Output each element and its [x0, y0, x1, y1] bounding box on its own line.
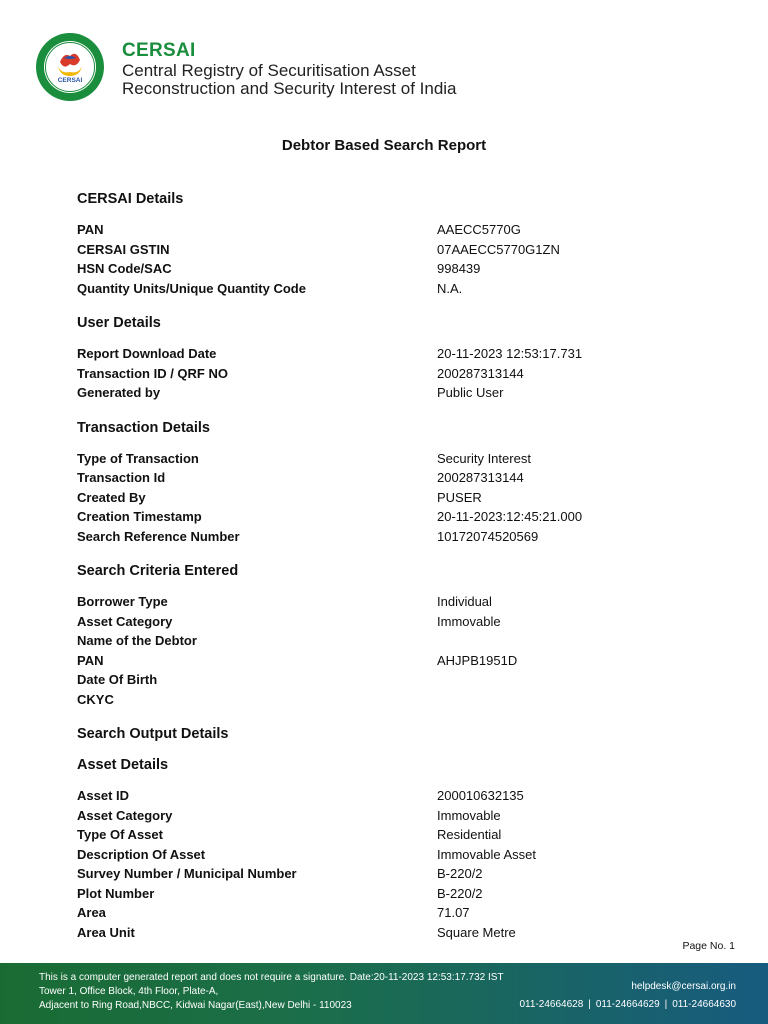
- section-rows: [77, 344, 677, 403]
- detail-row: [77, 527, 677, 547]
- detail-row: [77, 884, 677, 904]
- footer-separator: |: [588, 999, 591, 1010]
- section-transaction-details: [77, 418, 677, 547]
- logo-text: CERSAI: [57, 77, 83, 84]
- footer-address-line1: Tower 1, Office Block, 4th Floor, Plate-A,: [39, 986, 219, 997]
- detail-value: B-220/2: [437, 866, 483, 881]
- detail-row: [77, 592, 677, 612]
- footer-disclaimer: This is a computer generated report and does not require a signature. Date:20-11-2023 12:53:17.732 IST: [39, 972, 504, 983]
- section-rows: [77, 592, 677, 709]
- section-rows: [77, 220, 677, 298]
- section-title: Transaction Details: [77, 419, 210, 436]
- detail-value: 200287313144: [437, 470, 524, 485]
- cersai-logo: [34, 32, 106, 102]
- detail-label: Type Of Asset: [77, 827, 163, 842]
- detail-label: Plot Number: [77, 885, 155, 901]
- report-content: [77, 189, 677, 957]
- detail-value: 200010632135: [437, 788, 524, 803]
- detail-label: Creation Timestamp: [77, 509, 202, 524]
- detail-label: Transaction Id: [77, 470, 166, 485]
- report-title: Debtor Based Search Report: [281, 137, 487, 154]
- detail-value: B-220/2: [437, 885, 483, 901]
- brand-full-name-line1: Central Registry of Securitisation Asset: [122, 61, 416, 80]
- detail-row: [77, 279, 677, 299]
- detail-value: Immovable: [437, 807, 501, 823]
- detail-value: Security Interest: [437, 450, 531, 466]
- section-search-output-details: [77, 724, 677, 744]
- section-cersai-details: [77, 189, 677, 298]
- brand-name: CERSAI: [122, 40, 196, 61]
- detail-label: Name of the Debtor: [77, 633, 197, 648]
- footer-address-block: [39, 971, 504, 1013]
- footer-phones: [519, 996, 736, 1014]
- detail-row: [77, 344, 677, 364]
- detail-value: Residential: [437, 827, 502, 842]
- detail-label: Quantity Units/Unique Quantity Code: [77, 280, 306, 296]
- section-rows: [77, 449, 677, 547]
- detail-row: [77, 383, 677, 403]
- detail-value: 71.07: [437, 905, 470, 920]
- detail-label: Area: [77, 905, 106, 920]
- detail-label: CKYC: [77, 691, 114, 707]
- detail-value: AAECC5770G: [437, 222, 521, 237]
- section-title: Asset Details: [77, 757, 169, 773]
- detail-row: [77, 488, 677, 508]
- detail-row: [77, 670, 677, 690]
- page-number: Page No. 1: [682, 940, 735, 952]
- detail-label: PAN: [77, 652, 104, 668]
- detail-row: [77, 806, 677, 826]
- detail-row: [77, 507, 677, 527]
- footer-phone-2: 011-24664629: [595, 999, 660, 1010]
- detail-label: CERSAI GSTIN: [77, 241, 170, 257]
- section-title: Search Output Details: [77, 726, 229, 742]
- detail-row: [77, 786, 677, 806]
- detail-label: PAN: [77, 222, 104, 237]
- detail-label: Report Download Date: [77, 346, 217, 361]
- detail-row: [77, 612, 677, 632]
- detail-value: Square Metre: [437, 924, 516, 940]
- footer-phone-3: 011-24664630: [672, 999, 736, 1010]
- detail-value: PUSER: [437, 489, 482, 505]
- section-title: CERSAI Details: [77, 191, 184, 207]
- section-rows: [77, 786, 677, 942]
- footer-contact-block: [519, 978, 736, 1014]
- detail-row: [77, 825, 677, 845]
- detail-label: Asset ID: [77, 788, 130, 803]
- section-search-criteria-entered: [77, 561, 677, 709]
- detail-label: Asset Category: [77, 613, 173, 629]
- detail-row: [77, 240, 677, 260]
- detail-row: [77, 845, 677, 865]
- detail-row: [77, 449, 677, 469]
- footer-separator: |: [664, 999, 668, 1010]
- detail-row: [77, 903, 677, 923]
- detail-value: 07AAECC5770G1ZN: [437, 241, 560, 257]
- footer-phone-1: 011-24664628: [519, 999, 584, 1010]
- detail-value: 200287313144: [437, 365, 524, 381]
- detail-value: N.A.: [437, 280, 463, 296]
- brand-block: [122, 40, 457, 98]
- section-title: User Details: [77, 315, 161, 331]
- detail-label: Transaction ID / QRF NO: [77, 365, 228, 381]
- detail-label: Created By: [77, 489, 146, 505]
- detail-row: [77, 468, 677, 488]
- detail-row: [77, 690, 677, 710]
- detail-value: Public User: [437, 385, 504, 400]
- detail-value: Immovable: [437, 613, 501, 629]
- detail-value: Individual: [437, 594, 492, 609]
- detail-row: [77, 631, 677, 651]
- detail-value: 10172074520569: [437, 528, 539, 544]
- detail-row: [77, 651, 677, 671]
- brand-full-name-line2: Reconstruction and Security Interest of India: [122, 79, 457, 98]
- detail-row: [77, 923, 677, 943]
- section-asset-details: [77, 755, 677, 942]
- detail-row: [77, 259, 677, 279]
- detail-label: Asset Category: [77, 807, 173, 823]
- detail-label: Borrower Type: [77, 594, 168, 609]
- detail-label: Generated by: [77, 385, 161, 400]
- footer-address-line2: Adjacent to Ring Road,NBCC, Kidwai Nagar(East),New Delhi - 110023: [39, 1000, 352, 1011]
- section-title: Search Criteria Entered: [77, 563, 239, 579]
- detail-label: Search Reference Number: [77, 528, 240, 544]
- detail-label: Area Unit: [77, 924, 135, 940]
- detail-value: 20-11-2023:12:45:21.000: [437, 509, 583, 524]
- detail-label: Description Of Asset: [77, 846, 206, 862]
- detail-row: [77, 364, 677, 384]
- detail-label: Date Of Birth: [77, 672, 158, 687]
- detail-label: Survey Number / Municipal Number: [77, 866, 297, 881]
- report-header: [34, 32, 734, 102]
- section-user-details: [77, 313, 677, 403]
- detail-value: AHJPB1951D: [437, 652, 518, 668]
- detail-row: [77, 864, 677, 884]
- footer-email[interactable]: helpdesk@cersai.org.in: [631, 981, 736, 992]
- detail-row: [77, 220, 677, 240]
- detail-label: Type of Transaction: [77, 450, 199, 466]
- detail-value: 20-11-2023 12:53:17.731: [437, 346, 583, 361]
- detail-value: Immovable Asset: [437, 846, 536, 862]
- report-footer: [0, 963, 768, 1024]
- detail-label: HSN Code/SAC: [77, 261, 172, 276]
- detail-value: 998439: [437, 261, 481, 276]
